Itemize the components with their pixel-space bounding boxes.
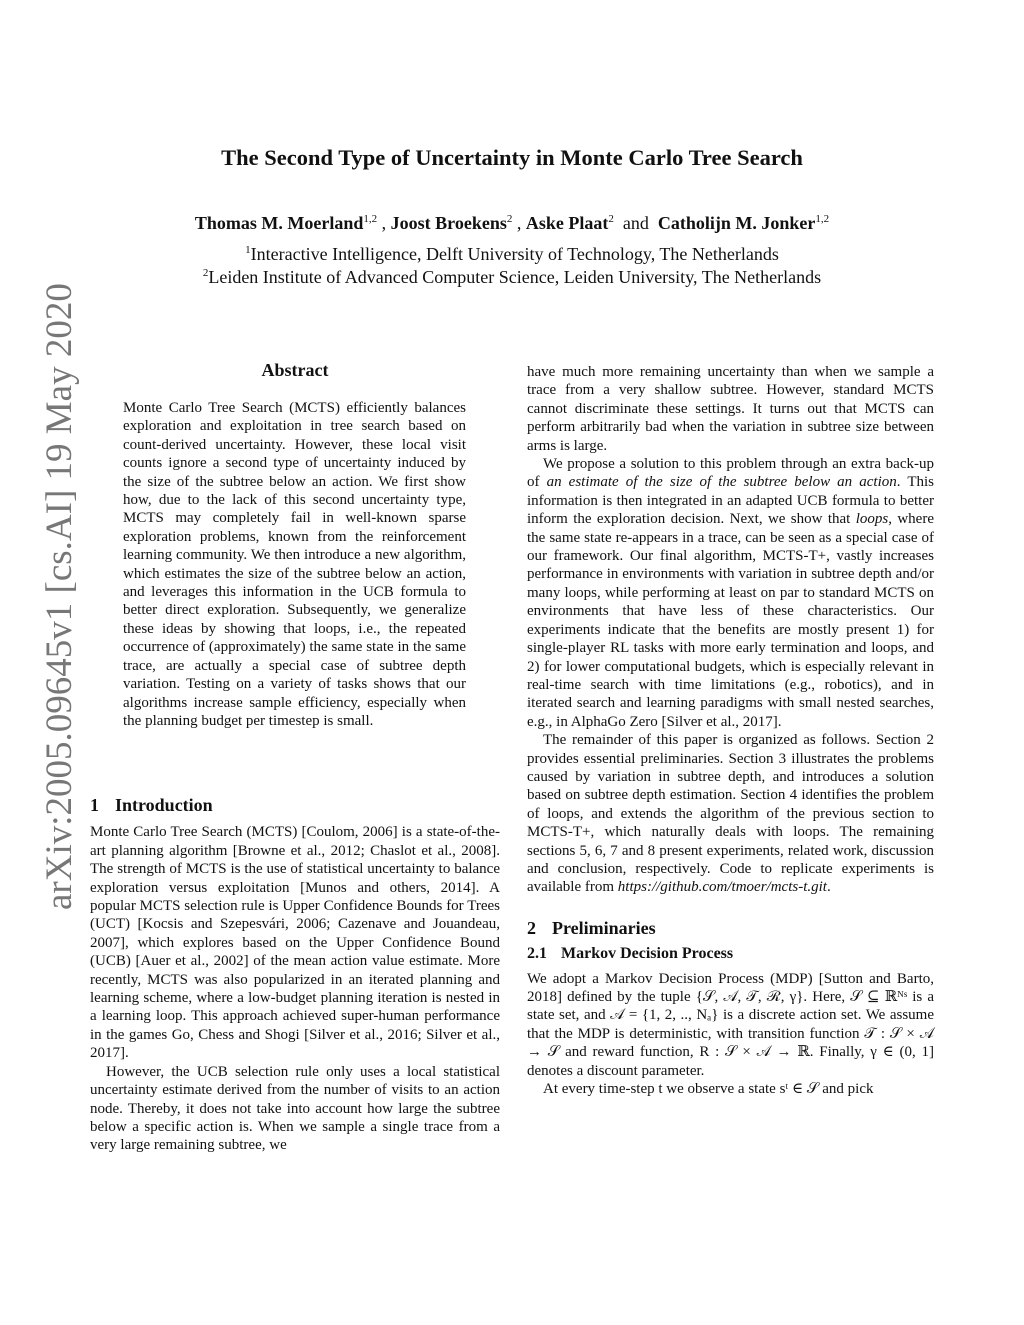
subsection-heading: 2.1 Markov Decision Process	[527, 945, 734, 963]
paragraph: The remainder of this paper is organized as follows. Section 2 provides essential preliminaries. Section 3 illustrates the problems caused by variation in subtree depth, and introduces a solution based on subtree depth estimation. Section 4 identifies the problem of loops, and extends the algorithm of the previous section to MCTS-T+, which naturally deals with loops. The remaining sections 5, 6, 7 and 8 present experiments, related work, discussion and conclusion, respectively. Code to replicate experiments is available from https://github.com/tmoer/mcts-t.git.	[527, 732, 934, 896]
paragraph: have much more remaining uncertainty than when we sample a trace from a very shallow subtree. However, standard MCTS cannot discriminate these settings. It turns out that MCTS can perform arbitrarily bad when the variation in subtree size between arms is large.	[527, 364, 934, 454]
author-name: Joost Broekens	[390, 213, 507, 233]
author-conjunction: and	[622, 213, 649, 233]
author-affiliation-mark: 1,2	[815, 213, 830, 225]
affiliation-2: $^2$Leiden Institute of Advanced Computer Science, Leiden University, The Netherlands	[202, 267, 822, 287]
author-name: Thomas M. Moerland	[194, 213, 364, 233]
code-link[interactable]: https://github.com/tmoer/mcts-t.git	[617, 879, 827, 896]
author-name: Aske Plaat	[525, 213, 609, 233]
arxiv-identifier: arXiv:2005.09645v1 [cs.AI] 19 May 2020	[39, 283, 80, 910]
author-affiliation-mark: 2	[608, 213, 614, 225]
author-list: Thomas M. Moerland$^{1,2}$ , Joost Broekens$^2$ , Aske Plaat$^2$ and Catholijn M. Jonker$^{1,2}$	[194, 213, 830, 233]
paragraph: We adopt a Markov Decision Process (MDP) [Sutton and Barto, 2018] defined by the tuple {𝒮, 𝒜, 𝒯, ℛ, γ}. Here, 𝒮 ⊆ ℝᴺˢ is a state set, and 𝒜 = {1, 2, .., Nₐ} is a discrete action set. We assume that the MDP is deterministic, with transition function 𝒯 : 𝒮 × 𝒜 → 𝒮 and reward function, R : 𝒮 × 𝒜 → ℝ. Finally, γ ∈ (0, 1] denotes a discount parameter.	[527, 970, 934, 1079]
abstract-text: Monte Carlo Tree Search (MCTS) efficiently balances exploration and exploitation in tree search based on count-derived uncertainty. However, these local visit counts ignore a second type of uncertainty induced by the size of the subtree below an action. We first show how, due to the lack of this second uncertainty type, MCTS may completely fail in well-known sparse exploration problems, known from the reinforcement learning community. We then introduce a new algorithm, which estimates the size of the subtree below an action, and leverages this information in the UCB formula to better direct exploration. Subsequently, we generalize these ideas by showing that loops, i.e., the repeated occurrence of (approximately) the same state in the same trace, are actually a special case of subtree depth variation. Testing on a variety of tasks shows that our algorithms increase sample efficiency, especially when the planning budget per timestep is small.	[123, 400, 466, 729]
author-name: Catholijn M. Jonker	[657, 213, 816, 233]
paragraph: We propose a solution to this problem through an extra back-up of an estimate of the size of the subtree below an action. This information is then integrated in an adapted UCB formula to better inform the exploration decision. Next, we show that loops, where the same state re-appears in a trace, can be seen as a special case of our framework. Our final algorithm, MCTS-T+, vastly increases performance in environments with variation in subtree depth and/or many loops, while performing at least on par to standard MCTS on environments that have less of these characteristics. Our experiments indicate that the benefits are mostly present 1) for single-player RL tasks with more early termination and loops, and 2) for lower computational budgets, which is especially relevant in real-time search with time limitations (e.g., robotics), and in iterated search and learning paradigms with small nested searches, e.g., in AlphaGo Zero [Silver et al., 2017].	[527, 456, 934, 730]
paragraph: However, the UCB selection rule only uses a local statistical uncertainty estimate derived from the number of visits to an action node. Thereby, it does not take into account how large the subtree below a specific action is. When we sample a single trace from a very large remaining subtree, we	[90, 1063, 500, 1154]
paragraph: Monte Carlo Tree Search (MCTS) [Coulom, 2006] is a state-of-the-art planning algorithm [Browne et al., 2012; Chaslot et al., 2008]. The strength of MCTS is the use of statistical uncertainty to balance exploration versus exploitation [Munos and others, 2014]. A popular MCTS selection rule is Upper Confidence Bounds for Trees (UCT) [Kocsis and Szepesvári, 2006; Cazenave and Jouandeau, 2007], which explores based on the Upper Confidence Bound (UCB) [Auer et al., 2002] of the mean action value estimate. More recently, MCTS was also popularized in an iterated planning and learning scheme, where a low-budget planning iteration is nested in a learning loop. This approach achieved super-human performance in the games Go, Chess and Shogi [Silver et al., 2016; Silver et al., 2017].	[90, 824, 500, 1062]
section-heading: 2 Preliminaries	[527, 917, 656, 938]
abstract-heading: Abstract	[261, 360, 329, 380]
author-affiliation-mark: 1,2	[363, 213, 378, 225]
paragraph: At every time-step t we observe a state sᵗ ∈ 𝒮 and pick	[543, 1081, 874, 1098]
section-heading: 1 Introduction	[90, 795, 213, 815]
affiliation-1: $^1$Interactive Intelligence, Delft University of Technology, The Netherlands	[245, 244, 779, 264]
intro-section	[90, 796, 500, 1155]
author-affiliation-mark: 2	[506, 213, 513, 225]
paper-title: The Second Type of Uncertainty in Monte Carlo Tree Search	[221, 145, 803, 170]
right-column	[527, 363, 934, 1098]
